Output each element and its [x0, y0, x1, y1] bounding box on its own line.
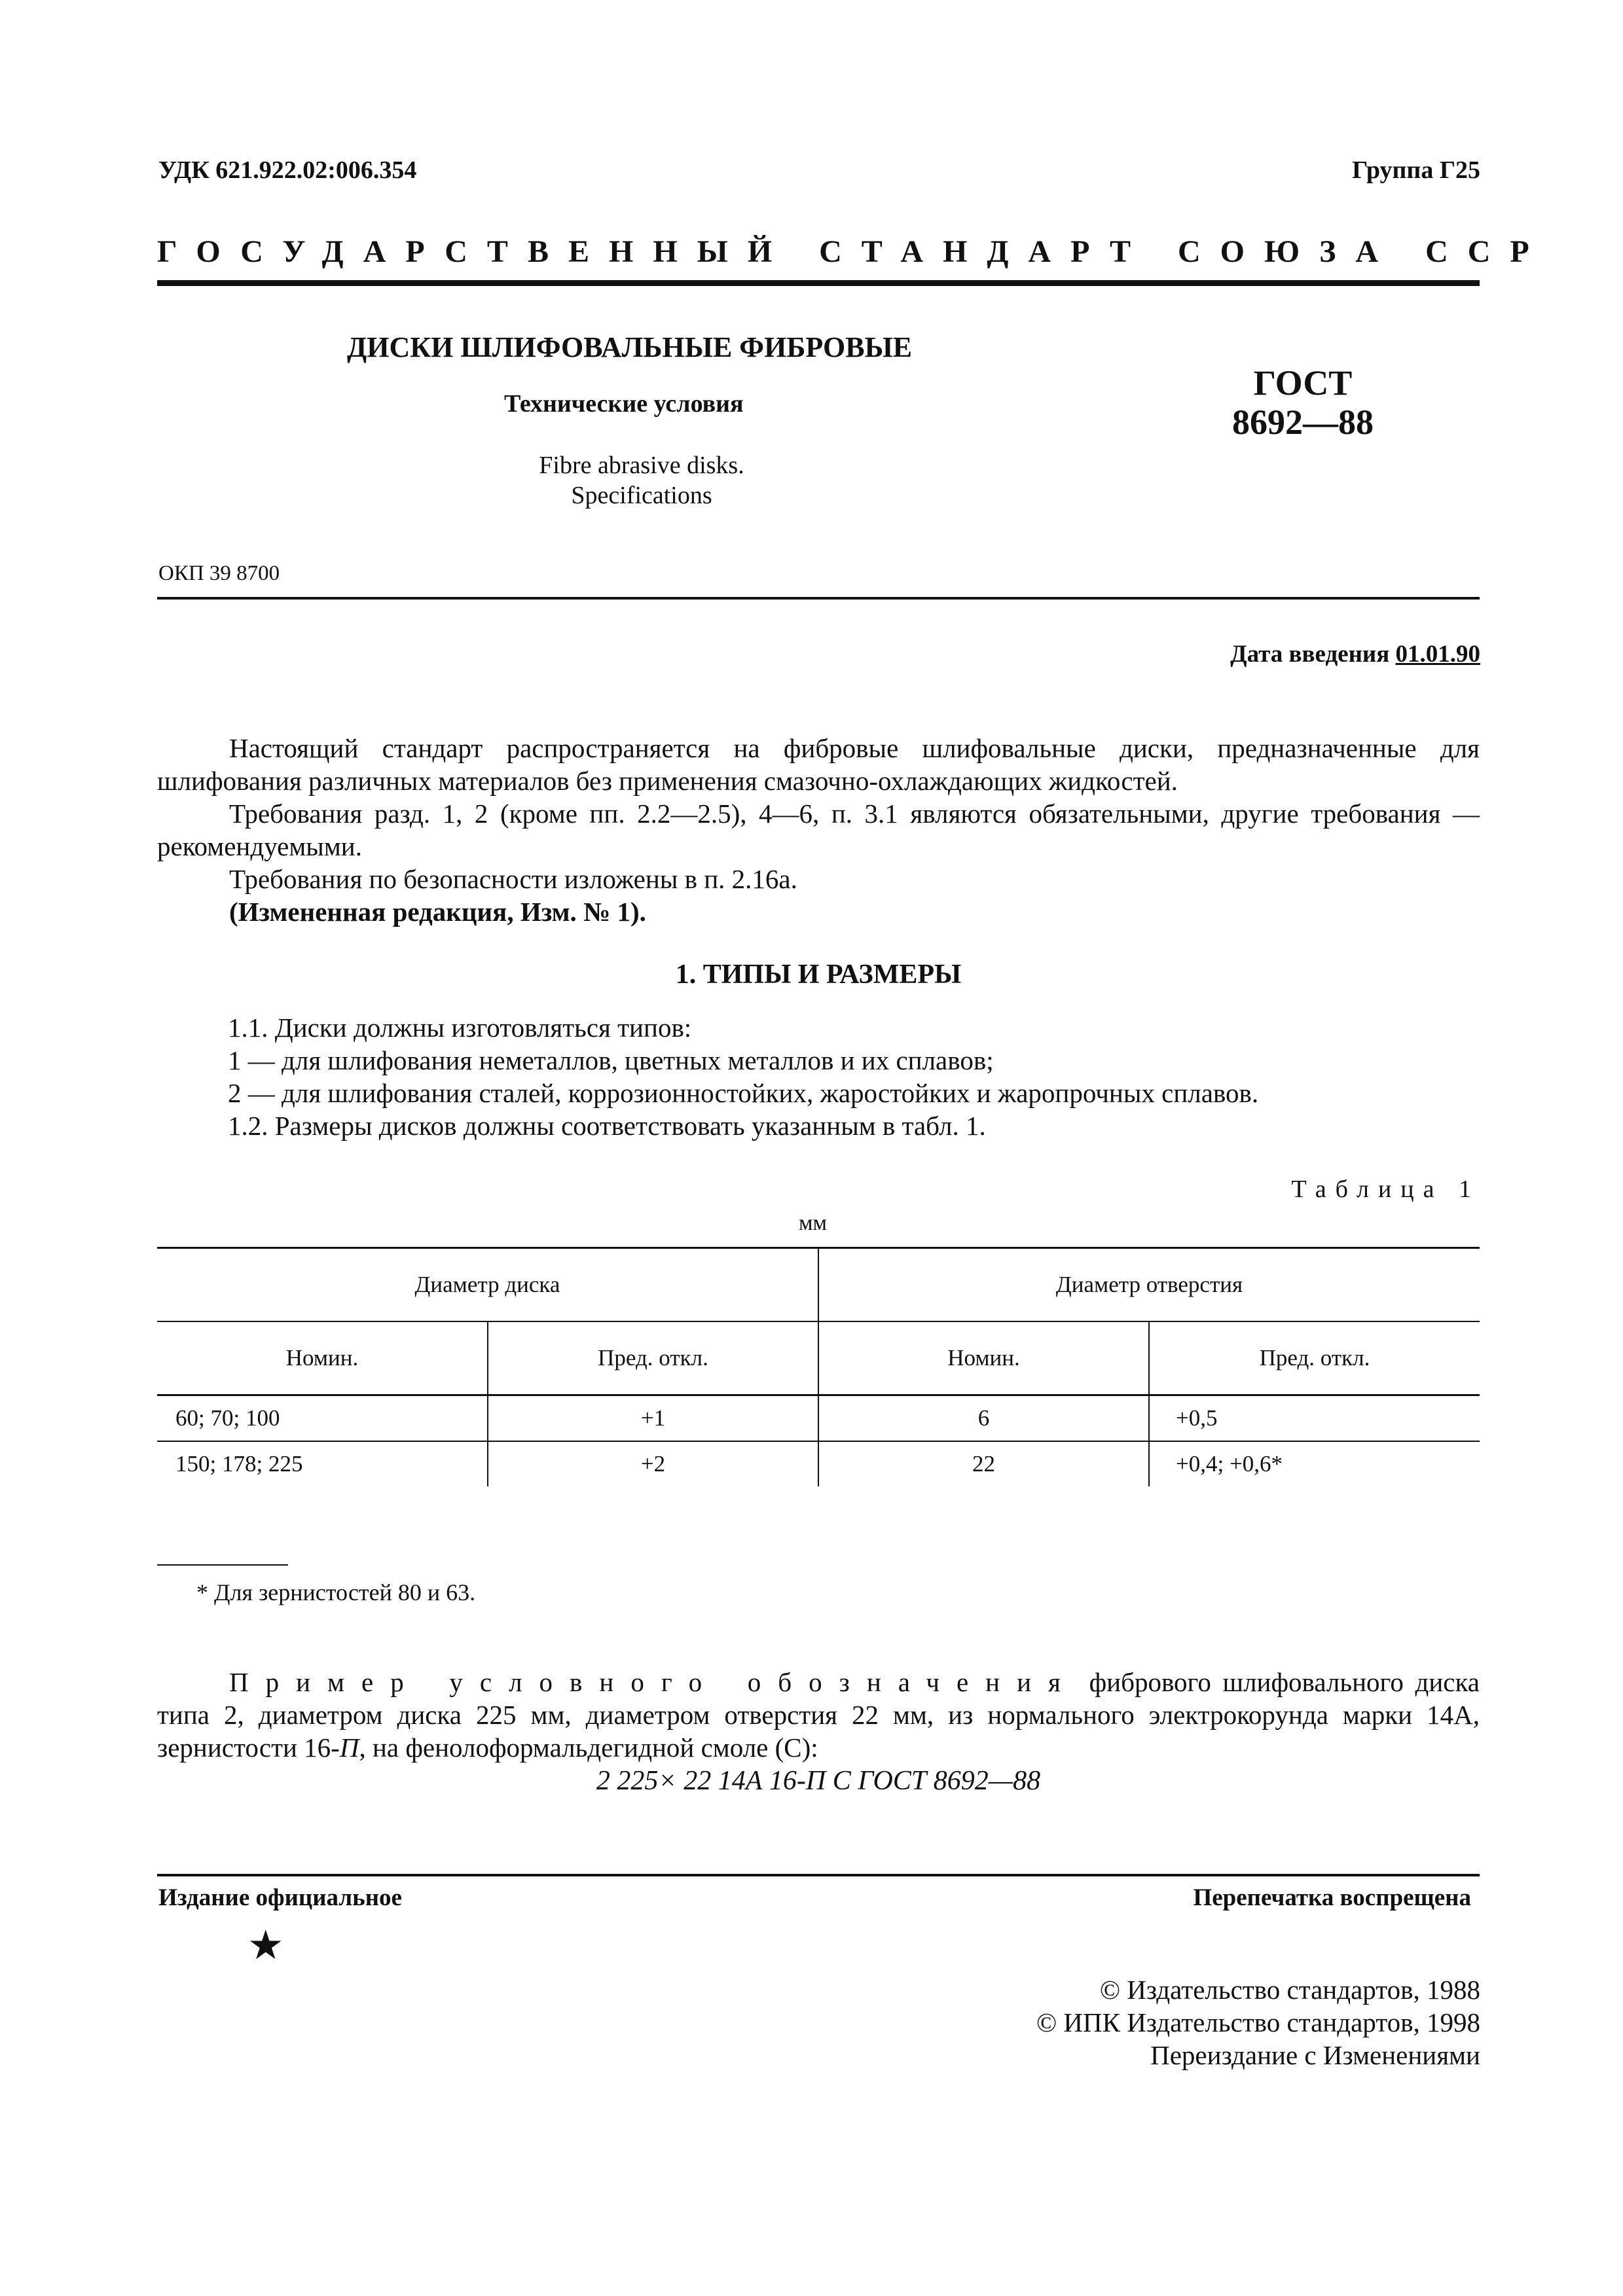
subheader-nominal: Номин. [157, 1321, 488, 1395]
okp-code: ОКП 39 8700 [158, 562, 280, 585]
banner-rule [157, 280, 1480, 286]
subheader-nominal: Номин. [818, 1321, 1149, 1395]
intro-amendment-note: (Измененная редакция, Изм. № 1). [229, 897, 646, 927]
section-item: 1.1. Диски должны изготовляться типов: [228, 1013, 692, 1043]
table-cell: 6 [818, 1395, 1149, 1442]
table-cell: 60; 70; 100 [157, 1395, 488, 1442]
star-icon: ★ [247, 1924, 284, 1968]
section-title: 1. ТИПЫ И РАЗМЕРЫ [675, 960, 962, 990]
udk-code: УДК 621.922.02:006.354 [158, 156, 417, 184]
intro-paragraph-3: Требования по безопасности изложены в п. 2.16а. [229, 864, 797, 894]
table-cell: +2 [488, 1441, 818, 1486]
section-item: 1.2. Размеры дисков должны соответствовать указанным в табл. 1. [228, 1111, 986, 1141]
english-title-line2: Specifications [571, 482, 712, 509]
table-row [157, 1441, 1480, 1486]
reprint-notice: Перепечатка воспрещена [1193, 1884, 1471, 1911]
gost-label: ГОСТ [1253, 363, 1353, 403]
reissue-note: Переиздание с Изменениями [1150, 2040, 1480, 2070]
header-disk-diameter: Диаметр диска [157, 1248, 818, 1322]
header-hole-diameter: Диаметр отверстия [818, 1248, 1480, 1322]
table-row [157, 1395, 1480, 1442]
copyright-line-2: © ИПК Издательство стандартов, 1998 [1036, 2007, 1480, 2037]
table-footnote: * Для зернистостей 80 и 63. [196, 1579, 476, 1605]
table-unit: мм [799, 1211, 828, 1235]
intro-paragraph-2: Требования разд. 1, 2 (кроме пп. 2.2—2.5), 4—6, п. 3.1 являются обязательными, другие требования — рекомендуемыми. [157, 798, 1480, 861]
standard-banner: ГОСУДАРСТВЕННЫЙ СТАНДАРТ СОЮЗА ССР [157, 234, 1549, 269]
example-text: фибрового шлифовального диска типа 2, диаметром диска 225 мм, диаметром отверстия 22 мм, из нормального электрокорунда марки 14А, зернистости 16- [157, 1667, 1480, 1763]
subheader-tolerance: Пред. откл. [488, 1321, 818, 1395]
english-title [458, 450, 825, 511]
designation-example [157, 1666, 1480, 1764]
footer-rule [157, 1874, 1480, 1876]
copyright-block [1036, 1973, 1480, 2072]
section-items [228, 1011, 1485, 1142]
table-caption: Таблица 1 [1291, 1175, 1480, 1203]
example-italic-p: П [339, 1732, 359, 1763]
subheader-tolerance: Пред. откл. [1149, 1321, 1480, 1395]
dimensions-table [157, 1247, 1480, 1486]
group-code: Группа Г25 [1352, 156, 1480, 184]
table-cell: +1 [488, 1395, 818, 1442]
effective-date [1230, 640, 1480, 668]
gost-number [1218, 363, 1388, 442]
table-cell: +0,4; +0,6* [1149, 1441, 1480, 1486]
effective-date-label: Дата введения [1230, 641, 1390, 668]
example-lead: Пример условного обозначения [229, 1667, 1078, 1697]
table-cell: +0,5 [1149, 1395, 1480, 1442]
copyright-line-1: © Издательство стандартов, 1988 [1099, 1975, 1480, 2005]
okp-rule [157, 597, 1480, 600]
intro-text [157, 732, 1480, 928]
document-subtitle: Технические условия [504, 390, 744, 418]
table-cell: 150; 178; 225 [175, 1451, 303, 1477]
gost-code: 8692—88 [1232, 403, 1374, 442]
english-title-line1: Fibre abrasive disks. [539, 452, 744, 479]
example-text-end: , на фенолоформальдегидной смоле (С): [359, 1732, 818, 1763]
edition-label: Издание официальное [158, 1884, 402, 1911]
designation-formula: 2 225× 22 14А 16-П С ГОСТ 8692—88 [596, 1766, 1041, 1796]
document-title: ДИСКИ ШЛИФОВАЛЬНЫЕ ФИБРОВЫЕ [347, 331, 913, 363]
effective-date-value: 01.01.90 [1395, 641, 1480, 668]
footnote-rule [157, 1564, 288, 1566]
intro-paragraph-1: Настоящий стандарт распространяется на фибровые шлифовальные диски, предназначенные для шлифования различных материалов без применения смазочно-охлаждающих жидкостей. [157, 733, 1480, 796]
section-item: 2 — для шлифования сталей, коррозионностойких, жаростойких и жаропрочных сплавов. [228, 1078, 1259, 1108]
table-cell: 22 [818, 1441, 1149, 1486]
section-item: 1 — для шлифования неметаллов, цветных металлов и их сплавов; [228, 1045, 994, 1075]
